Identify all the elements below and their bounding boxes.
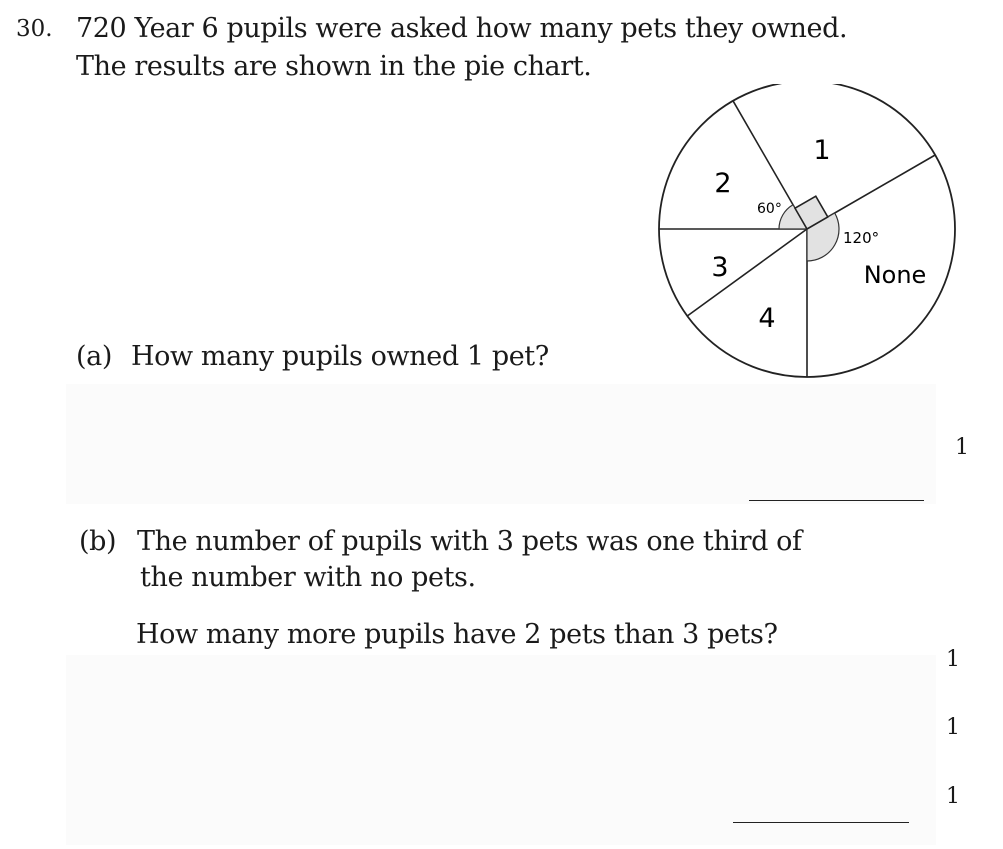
pie-label-2: 2 [714,168,732,199]
pie-label-3: 3 [711,252,729,283]
pets-pie-chart [650,84,970,394]
question-intro-line2: The results are shown in the pie chart. [76,51,592,82]
angle-label-120: 120° [843,229,880,247]
pie-angle-markers [779,196,839,261]
part-b-label: (b) [79,526,117,557]
part-b-answer-line[interactable] [733,822,909,823]
part-a-mark: 1 [955,435,969,460]
pie-divider-3-4 [687,229,807,316]
part-b-mark-3: 1 [946,784,960,809]
pie-label-1: 1 [813,135,831,166]
part-b-line2: the number with no pets. [140,562,476,593]
question-number: 30. [16,16,53,42]
angle-label-60: 60° [757,201,782,217]
part-a-label: (a) [76,341,112,372]
part-b-question: How many more pupils have 2 pets than 3 pets? [136,619,778,650]
pie-label-none: None [863,261,927,289]
part-a-answer-line[interactable] [749,500,924,501]
part-b-mark-1: 1 [946,647,960,672]
part-b-line1: The number of pupils with 3 pets was one third of [137,526,802,557]
part-b-answer-panel [66,655,936,845]
part-a-answer-panel [66,384,936,504]
part-a-question: How many pupils owned 1 pet? [131,341,549,372]
pie-label-4: 4 [758,303,776,334]
part-b-mark-2: 1 [946,715,960,740]
question-intro-line1: 720 Year 6 pupils were asked how many pets they owned. [76,13,848,44]
